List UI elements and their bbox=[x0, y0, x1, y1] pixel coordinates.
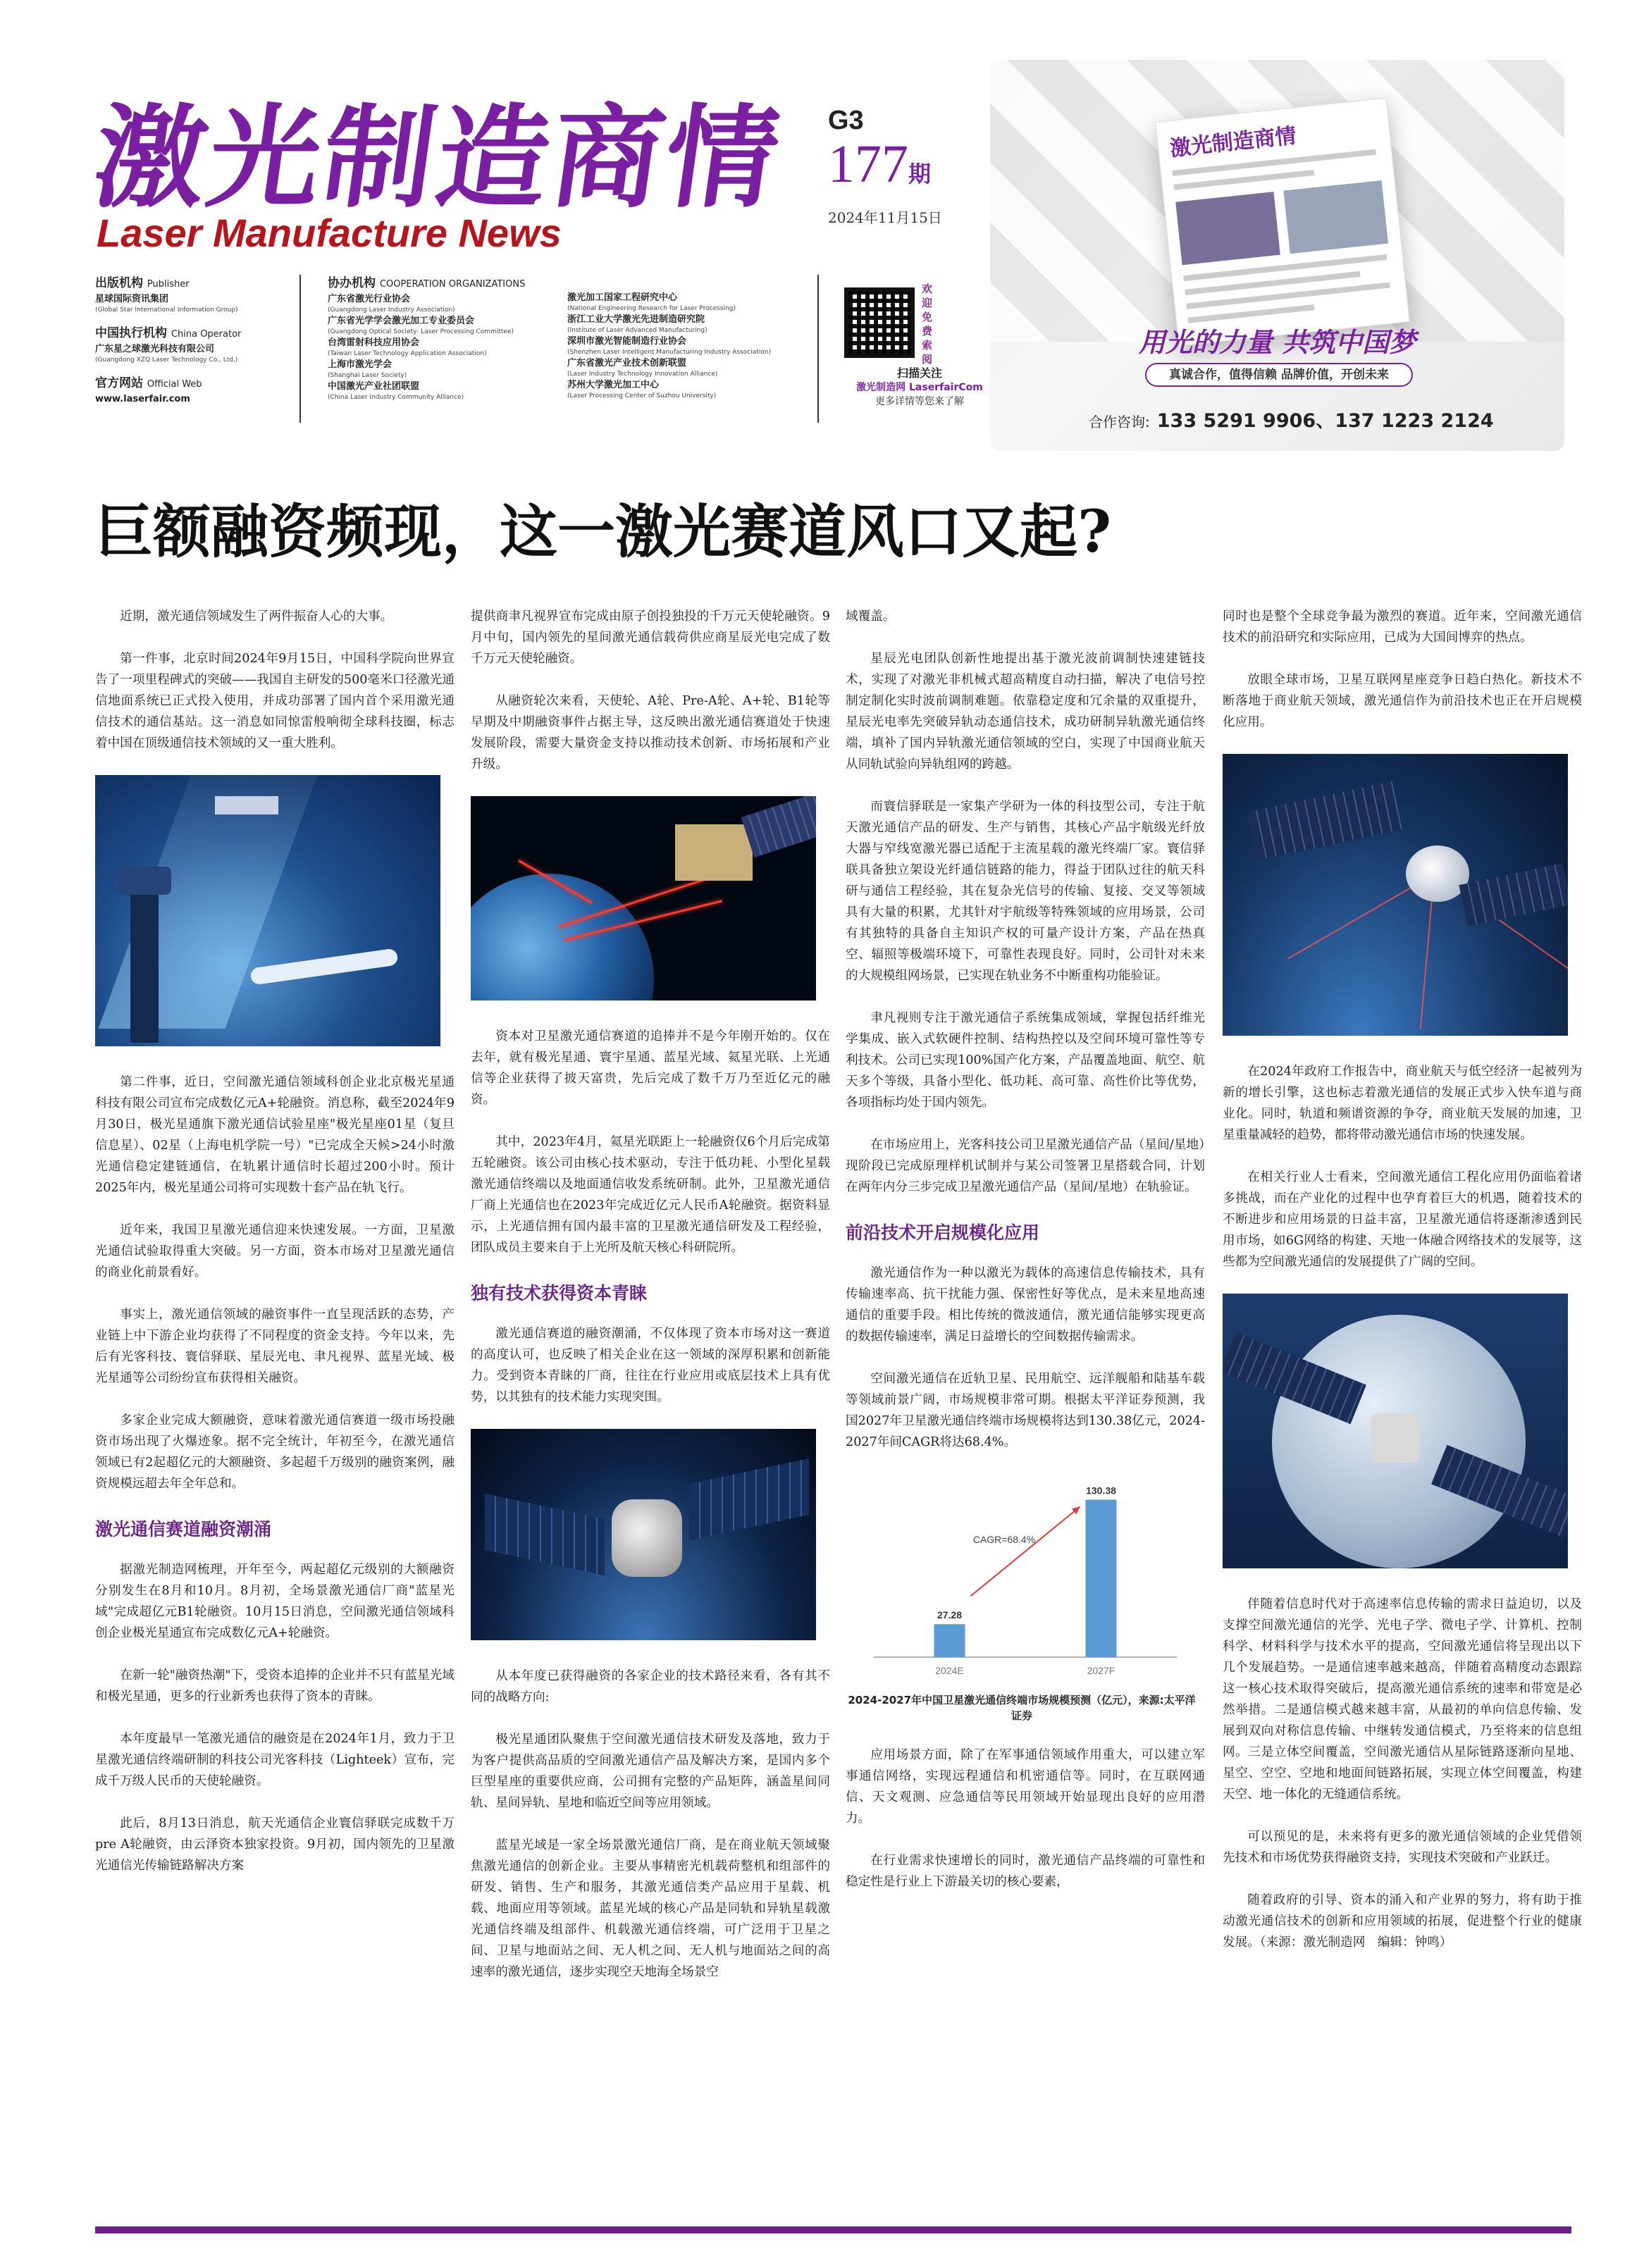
qr-code-icon[interactable] bbox=[844, 287, 915, 358]
paragraph: 从本年度已获得融资的各家企业的技术路径来看，各有其不同的战略方向: bbox=[471, 1669, 830, 1704]
section-title: 前沿技术开启规模化应用 bbox=[846, 1222, 1040, 1243]
laser-communication-airplane-image bbox=[95, 775, 440, 1046]
paragraph: 近年来，我国卫星激光通信迎来快速发展。一方面，卫星激光通信试验取得重大突破。另一方面，资本市场对卫星激光通信的商业化前景看好。 bbox=[95, 1223, 455, 1279]
section-title: 激光通信赛道融资潮涌 bbox=[95, 1519, 272, 1539]
moon-satellite-image bbox=[1223, 1294, 1568, 1568]
publisher-block: 出版机构 Publisher 星球国际资讯集团 (Global Star International Information Group) 中国执行机构 China Operator 广东星之球激光科技有限公司 (Guangdong XZQ Laser Technology Co., Ltd.) 官方网站 Official Web www.laserfair.com bbox=[95, 275, 292, 406]
category-label: 2027F bbox=[1087, 1665, 1115, 1676]
ad-tagline: 真诚合作，值得信赖 品牌价值，开创未来 bbox=[1145, 363, 1413, 387]
official-web-link[interactable]: www.laserfair.com bbox=[95, 394, 190, 404]
paragraph: 在新一轮"融资热潮"下，受资本追捧的企业并不只有蓝星光域和极光星通，更多的行业新秀也获得了资本的青睐。 bbox=[95, 1668, 455, 1704]
cagr-annotation: CAGR=68.4% bbox=[972, 1533, 1036, 1545]
publisher-info-row bbox=[95, 275, 1011, 430]
article-column-4 bbox=[1223, 606, 1582, 1953]
paragraph: 而寰信驿联是一家集产学研为一体的科技型公司，专注于航天激光通信产品的研发、生产与销售，其核心产品宇航级光纤放大器与窄线宽激光器已适配于主流星载的激光终端厂家。寰信驿联具备独立架设光纤通信链路的能力，得益于团队过往的航天科研与通信工程经验，其在复杂光信号的传输、复接、交叉等领域具有大量的积累，尤其针对宇航级等特殊领域的应用场景，公司有其独特的具备自主知识产权的可量产设计方案，产品在热真空、辐照等极端环境下，可靠性表现良好。同时，公司针对未来的大规模组网场景，已实现在轨业务不中断重构功能验证。 bbox=[846, 800, 1205, 983]
paragraph: 伴随着信息时代对于高速率信息传输的需求日益迫切，以及支撑空间激光通信的光学、光电子学、微电子学、计算机、控制科学、材料科学与技术水平的提高，空间激光通信将呈现出以下几个发展趋势。一是通信速率越来越高，伴随着高精度动态跟踪这一核心技术取得突破后，提高激光通信系统的速率和带宽是必然举措。二是通信模式越来越丰富，从最初的单向信息传输、发展到双向对称信息传输、中继转发通信模式，乃至将来的信息组网。三是立体空间覆盖，空间激光通信从星际链路逐渐向星地、星空、空空、空地和地面间链路拓展，实现立体空间覆盖，构建天空、地一体化的无缝通信系统。 bbox=[1223, 1597, 1582, 1802]
masthead-subtitle: Laser Manufacture News bbox=[97, 211, 562, 255]
paragraph: 其中，2023年4月，氦星光联距上一轮融资仅6个月后完成第五轮融资。该公司由核心技术驱动，专注于低功耗、小型化星载激光通信终端以及地面通信收发系统研制。此外，卫星激光通信厂商上光通信也在2023年完成近亿元人民币A轮融资。据资料显示，上光通信拥有国内最丰富的卫星激光通信研发及工程经验，团队成员主要来自于上光所及航天核心科研院所。 bbox=[471, 1135, 830, 1255]
advertisement-panel[interactable] bbox=[990, 60, 1564, 451]
paragraph: 可以预见的是，未来将有更多的激光通信领域的企业凭借领先技术和市场优势获得融资支持，实现技术突破和产业跃迁。 bbox=[1223, 1830, 1582, 1865]
bar-2024E bbox=[934, 1624, 965, 1657]
issue-date: 2024年11月15日 bbox=[828, 209, 942, 226]
divider bbox=[817, 275, 819, 423]
qr-side-text: 欢迎免费索阅 bbox=[922, 283, 933, 366]
paragraph: 放眼全球市场，卫星互联网星座竞争日趋白热化。新技术不断落地于商业航天领域，激光通信作为前沿技术也正在开启规模化应用。 bbox=[1223, 673, 1582, 729]
paragraph: 蓝星光域是一家全场景激光通信厂商，是在商业航天领域聚焦激光通信的创新企业。主要从事精密光机载荷整机和组部件的研发、销售、生产和服务，其激光通信类产品应用于星载、机载、地面应用等领域。蓝星光域的核心产品是同轨和异轨星载激光通信终端及组部件、机载激光通信终端，可广泛用于卫星之间、卫星与地面站之间、无人机之间、无人机与地面站之间的高速率的激光通信，逐步实现空天地海全场景空 bbox=[471, 1838, 830, 1979]
ad-contact: 合作咨询: 133 5291 9906、137 1223 2124 bbox=[1089, 410, 1494, 432]
paragraph: 在市场应用上，光客科技公司卫星激光通信产品（星间/星地）现阶段已完成原理样机试制并与某公司签署卫星搭载合同，计划在两年内分三步完成卫星激光通信产品（星间/星地）在轨验证。 bbox=[846, 1138, 1205, 1194]
article-column-3 bbox=[846, 606, 1205, 1892]
section-title: 独有技术获得资本青睐 bbox=[471, 1283, 648, 1303]
masthead-title: 激光制造商情 bbox=[86, 94, 789, 223]
satellite-laser-links-image bbox=[1223, 754, 1568, 1036]
article-column-2 bbox=[471, 606, 830, 1983]
ad-slogan: 用光的力量 共筑中国梦 bbox=[1138, 327, 1416, 358]
paragraph: 聿凡视则专注于激光通信子系统集成领域，掌握包括纤维光学集成、嵌入式软硬件控制、结构热控以及空间环境可靠性等专利技术。公司已实现100%国产化方案，产品覆盖地面、航空、航天多个等级，具备小型化、低功耗、高可靠、高性价比等优势，各项指标均处于国内领先。 bbox=[846, 1011, 1205, 1110]
paragraph: 从融资轮次来看，天使轮、A轮、Pre-A轮、A+轮、B1轮等早期及中期融资事件占据主导，这反映出激光通信赛道处于快速发展阶段，需要大量资金支持以推动技术创新、市场拓展和产业升级。 bbox=[471, 694, 830, 772]
article-headline: 巨额融资频现，这一激光赛道风口又起? bbox=[95, 498, 1112, 566]
paragraph: 资本对卫星激光通信赛道的追捧并不是今年刚开始的。仅在去年，就有极光星通、寰宇星通、蓝星光域、氦星光联、上光通信等企业获得了披天富贵，先后完成了数千万乃至近亿元的融资。 bbox=[471, 1029, 830, 1107]
bar-2027F bbox=[1086, 1499, 1117, 1657]
paragraph: 随着政府的引导、资本的涌入和产业界的努力，将有助于推动激光通信技术的创新和应用领域的拓展，促进整个行业的健康发展。（来源：激光制造网 编辑：钟鸣） bbox=[1223, 1893, 1582, 1950]
paragraph: 本年度最早一笔激光通信的融资是在2024年1月，致力于卫星激光通信终端研制的科技公司光客科技（Lighteek）宣布，完成千万级人民币的天使轮融资。 bbox=[95, 1732, 455, 1788]
bottom-rule bbox=[95, 2226, 1571, 2233]
bar-value-label: 27.28 bbox=[937, 1609, 963, 1621]
paragraph: 同时也是整个全球竞争最为激烈的赛道。近年来，空间激光通信技术的前沿研究和实际应用，已成为大国间博弈的热点。 bbox=[1223, 609, 1582, 645]
paragraph: 域覆盖。 bbox=[846, 609, 896, 624]
paragraph: 在相关行业人士看来，空间激光通信工程化应用仍面临着诸多挑战，而在产业化的过程中也孕育着巨大的机遇，随着技术的不断进步和应用场景的日益丰富，卫星激光通信将逐渐渗透到民用市场，如6G网络的构建、天地一体融合网络技术的发展等，这些都为空间激光通信的发展提供了广阔的空间。 bbox=[1223, 1170, 1582, 1269]
chart-caption: 2024-2027年中国卫星激光通信终端市场规模预测（亿元），来源:太平洋证券 bbox=[848, 1694, 1196, 1722]
paragraph: 极光星通团队聚焦于空间激光通信技术研发及落地，致力于为客户提供高品质的空间激光通信产品及解决方案，是国内多个巨型星座的重要供应商，公司拥有完整的产品矩阵，涵盖星间同轨、星间异轨、星地和临近空间等应用领域。 bbox=[471, 1733, 830, 1810]
paragraph: 据激光制造网梳理，开年至今，两起超亿元级别的大额融资分别发生在8月和10月。8月初，全场景激光通信厂商"蓝星光域"完成超亿元B1轮融资。10月15日消息，空间激光通信领域科创企业极光星通宣布完成数亿元A+轮融资。 bbox=[95, 1563, 455, 1640]
qr-caption: 扫描关注 激光制造网 LaserfairCom 更多详情等您来了解 bbox=[856, 366, 983, 407]
paragraph: 激光通信赛道的融资潮涌，不仅体现了资本市场对这一赛道的高度认可，也反映了相关企业在这一领域的深厚积累和创新能力。受到资本青睐的厂商，往往在行业应用或底层技术上具有优势，以其独有的技术能力实现突围。 bbox=[471, 1327, 830, 1404]
paragraph: 此后，8月13日消息，航天光通信企业寰信驿联完成数千万pre A轮融资，由云泽资本独家投资。9月初，国内领先的卫星激光通信光传输链路解决方案 bbox=[95, 1816, 455, 1873]
article-column-1 bbox=[95, 606, 455, 1876]
paragraph: 第二件事，近日，空间激光通信领域科创企业北京极光星通科技有限公司宣布完成数亿元A+轮融资。消息称，截至2024年9月30日，极光星通旗下激光通信试验星座"极光星座01星（复旦信息星）、02星（上海电机学院一号）"已完成全天候>24小时激光通信稳定建链通信，在轨累计通信时长超过200小时。预计2025年内，极光星通公司将可实现数十套产品在轨飞行。 bbox=[95, 1075, 455, 1195]
growth-arrow-line bbox=[971, 1506, 1080, 1596]
paragraph: 在行业需求快速增长的同时，激光通信产品终端的可靠性和稳定性是行业上下游最关切的核心要素， bbox=[846, 1854, 1205, 1889]
chart-svg bbox=[846, 1474, 1198, 1685]
cooperation-col1: 协办机构 COOPERATION ORGANIZATIONS 广东省激光行业协会 (Guangdong Laser Industry Association) 广东省光学学会激光加工专业委员会 (Guangdong Optical Society- Laser Processing Committee) 台湾雷射科技应用协会 (Taiwan Laser Technology Application Association) 上海市激光学会 (Shanghai Laser Society) 中国激光产业社团联盟 (China Laser Industry Community Alliance) bbox=[328, 276, 526, 401]
satellite-laser-earth-image bbox=[471, 796, 816, 1000]
issue-info bbox=[828, 106, 976, 227]
paragraph: 近期，激光通信领域发生了两件振奋人心的大事。 bbox=[120, 609, 393, 624]
paragraph: 第一件事，北京时间2024年9月15日，中国科学院向世界宣告了一项里程碑式的突破——我国自主研发的500毫米口径激光通信地面系统已正式投入使用，并成功部署了国内首个采用激光通信技术的通信基站。这一消息如同惊雷般响彻全球科技圈，标志着中国在顶级通信技术领域的又一重大胜利。 bbox=[95, 652, 455, 750]
satellite-orbit-image bbox=[471, 1429, 816, 1640]
divider bbox=[299, 275, 301, 423]
newspaper-image: 激光制造商情 bbox=[1155, 98, 1410, 347]
paragraph: 激光通信作为一种以激光为载体的高速信息传输技术，具有传输速率高、抗干扰能力强、保密性好等优点，是未来星地高速通信的重要手段。相比传统的微波通信，激光通信能够实现更高的数据传输速率，满足日益增长的空间数据传输需求。 bbox=[846, 1266, 1205, 1344]
paragraph: 事实上，激光通信领域的融资事件一直呈现活跃的态势，产业链上中下游企业均获得了不同程度的资金支持。今年以来，先后有光客科技、寰信驿联、星辰光电、聿凡视界、蓝星光域、极光星通等公司纷纷宣布获得相关融资。 bbox=[95, 1308, 455, 1385]
paragraph: 星辰光电团队创新性地提出基于激光波前调制快速建链技术，实现了对激光非机械式超高精度自动扫描，解决了电信号控制定制化实时波前调制难题。依靠稳定度和冗余量的双重提升，星辰光电率先突破异轨动态通信技术，成功研制异轨激光通信终端，填补了国内异轨激光通信领域的空白，实现了中国商业航天从同轨试验向异轨组网的跨越。 bbox=[846, 652, 1205, 772]
issue-number: 177期 bbox=[828, 135, 932, 194]
category-label: 2024E bbox=[935, 1665, 964, 1676]
paragraph: 多家企业完成大额融资，意味着激光通信赛道一级市场投融资市场出现了火爆迹象。据不完全统计，年初至今，在激光通信领域已有2起超亿元的大额融资、多起超千万级别的融资案例，融资规模远超去年全年总和。 bbox=[95, 1413, 455, 1491]
market-forecast-chart bbox=[846, 1474, 1198, 1723]
paragraph: 在2024年政府工作报告中，商业航天与低空经济一起被列为新的增长引擎，这也标志着激光通信的发展正式步入快车道与商业化。同时，轨道和频谱资源的争夺，商业航天发展的加速，卫星重量减轻的趋势，都将带动激光通信市场的快速发展。 bbox=[1223, 1065, 1582, 1142]
paragraph: 提供商聿凡视界宣布完成由原子创投独投的千万元天使轮融资。9月中旬，国内领先的星间激光通信载荷供应商星辰光电完成了数千万元天使轮融资。 bbox=[471, 609, 830, 666]
paragraph: 应用场景方面，除了在军事通信领域作用重大，可以建立军事通信网络，实现远程通信和机密通信等。同时，在互联网通信、天文观测、应急通信等民用领域开始显现出良好的应用潜力。 bbox=[846, 1748, 1205, 1826]
cooperation-col2: 激光加工国家工程研究中心 (National Engineering Research for Laser Processing) 浙江工业大学激光先进制造研究院 (Institute of Laser Advanced Manufacturing) 深圳市激光智能制造行业协会 (Shenzhen Laser Intelligent Manufacturing Industry Association) 广东省激光产业技术创新联盟 (Laser Industry Technology Innovation Alliance) 苏州大学激光加工中心 (Laser Processing Center of Suzhou University) bbox=[567, 292, 771, 399]
bar-value-label: 130.38 bbox=[1086, 1485, 1116, 1496]
paragraph: 空间激光通信在近轨卫星、民用航空、远洋舰船和陆基车载等领域前景广阔，市场规模非常可期。根据太平洋证券预测，我国2027年卫星激光通信终端市场规模将达到130.38亿元，2024-2027年间CAGR将达68.4%。 bbox=[846, 1372, 1205, 1449]
issue-code: G3 bbox=[828, 106, 864, 135]
